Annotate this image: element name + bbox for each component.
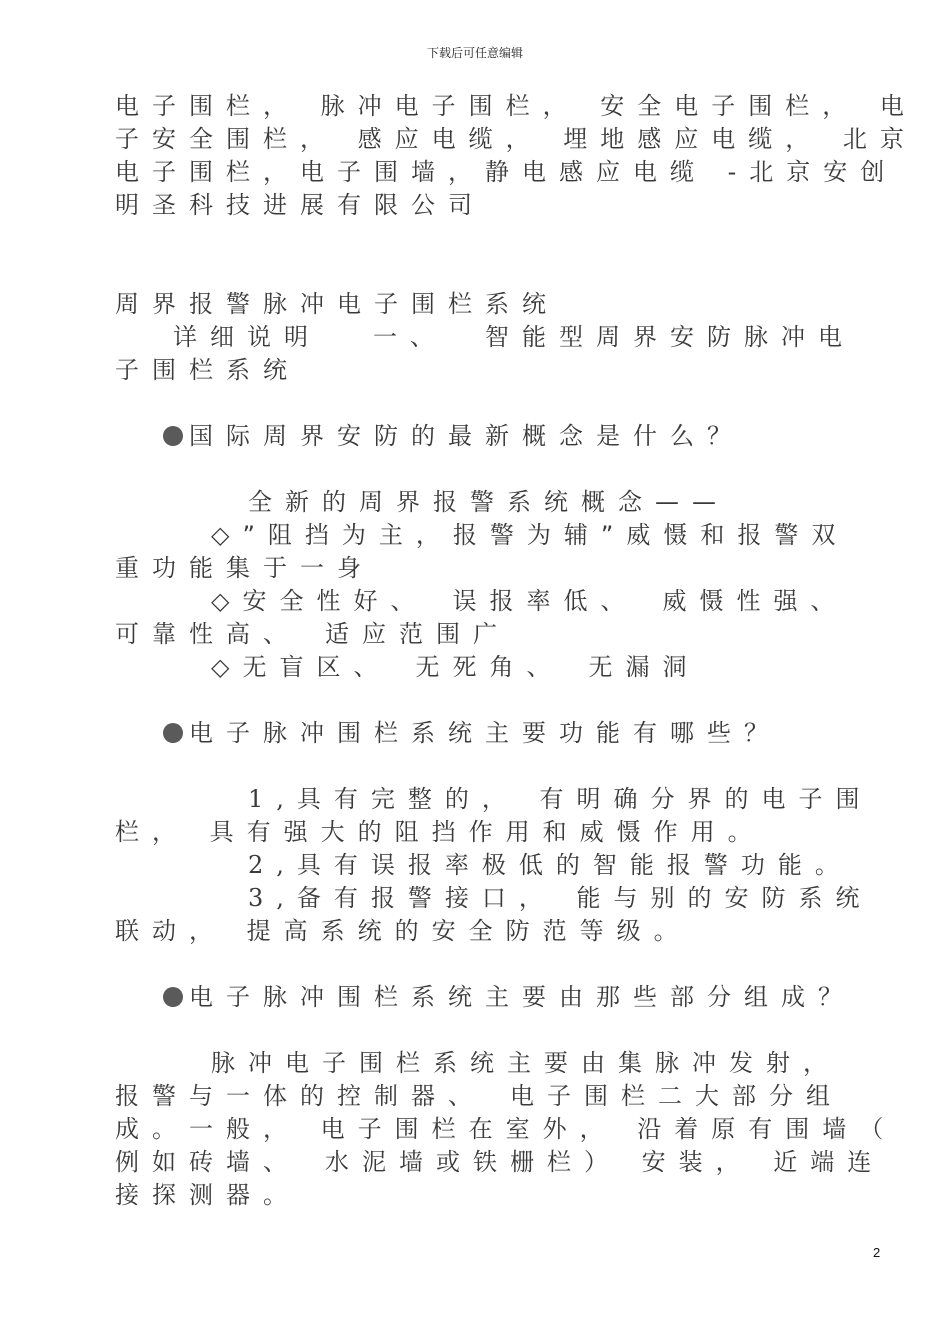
question-2 xyxy=(115,717,871,750)
question-2-text: 电子脉冲围栏系统主要功能有哪些？ xyxy=(189,719,781,747)
section-title: 周界报警脉冲电子围栏系统 xyxy=(115,290,559,318)
document-body xyxy=(115,90,917,1212)
intro-line: 电子围栏， 脉冲电子围栏， 安全电子围栏， 电 xyxy=(115,92,917,120)
bullet-icon xyxy=(163,426,183,446)
q2-item xyxy=(115,882,871,915)
bullet-icon xyxy=(163,723,183,743)
q2-item xyxy=(115,915,871,948)
q2-item xyxy=(115,816,871,849)
item-text: 栏， 具有强大的阻挡作用和威慑作用。 xyxy=(115,818,765,846)
subtitle-part-b: 一、 xyxy=(373,323,447,351)
item-number: 3, xyxy=(248,884,297,912)
question-3-text: 电子脉冲围栏系统主要由那些部分组成？ xyxy=(189,983,855,1011)
bullet-icon xyxy=(163,987,183,1007)
q3-answer-line: 成。一般， 电子围栏在室外， 沿着原有围墙（ xyxy=(115,1115,897,1143)
q1-heading: 全新的周界报警系统概念—— xyxy=(248,488,729,516)
intro-line: 电子围栏，电子围墙，静电感应电缆 -北京安创 xyxy=(115,158,898,186)
item-text: 具有完整的， 有明确分界的电子围 xyxy=(296,785,873,813)
q3-answer-line: 接探测器。 xyxy=(115,1181,300,1209)
q3-answer-line: 脉冲电子围栏系统主要由集脉冲发射， xyxy=(211,1049,840,1077)
q2-item xyxy=(115,783,871,816)
subtitle-part-a: 详细说明 xyxy=(173,323,321,351)
q3-answer-line: 例如砖墙、 水泥墙或铁栅栏） 安装， 近端连 xyxy=(115,1148,885,1176)
q3-answer-line: 报警与一体的控制器、 电子围栏二大部分组 xyxy=(115,1082,843,1110)
item-number: 1, xyxy=(248,785,297,813)
question-3 xyxy=(115,981,871,1014)
item-text: 联动， 提高系统的安全防范等级。 xyxy=(115,917,691,945)
subtitle-part-c: 智能型周界安防脉冲电 xyxy=(485,323,855,351)
item-number: 2, xyxy=(248,851,297,879)
question-1 xyxy=(115,420,871,453)
intro-line: 明圣科技进展有限公司 xyxy=(115,191,485,219)
page-header: 下载后可任意编辑 xyxy=(426,46,523,60)
section-subtitle xyxy=(115,321,871,354)
q1-item: ◇”阻挡为主，报警为辅”威慑和报警双 xyxy=(211,521,849,549)
q1-item: 重功能集于一身 xyxy=(115,554,374,582)
item-text: 具有误报率极低的智能报警功能。 xyxy=(296,851,852,879)
q2-item xyxy=(115,849,871,882)
page-number: 2 xyxy=(873,1245,881,1260)
q1-item: ◇无盲区、 无死角、 无漏洞 xyxy=(211,653,700,681)
q1-item: 可靠性高、 适应范围广 xyxy=(115,620,510,648)
intro-line: 子安全围栏， 感应电缆， 埋地感应电缆， 北京 xyxy=(115,125,917,153)
section-subtitle-cont: 子围栏系统 xyxy=(115,356,300,384)
question-1-text: 国际周界安防的最新概念是什么？ xyxy=(189,422,744,450)
q1-item: ◇安全性好、 误报率低、 威慑性强、 xyxy=(211,587,848,615)
item-text: 备有报警接口， 能与别的安防系统 xyxy=(296,884,873,912)
